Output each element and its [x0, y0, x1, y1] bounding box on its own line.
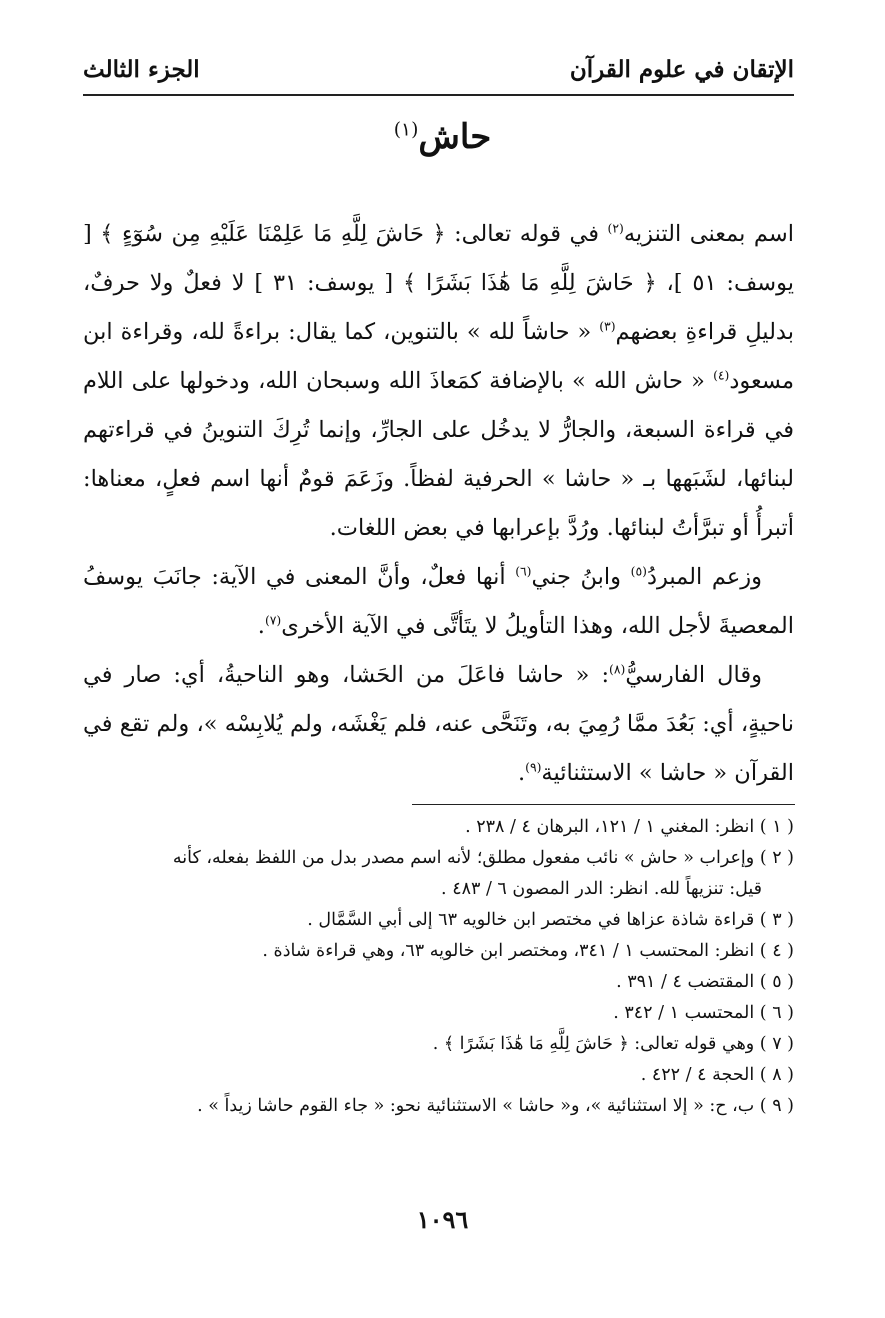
text-run: « حاشاً لله » بالتنوين، كما يقال: براءةً لله، وقراءة ابن مسعود: [83, 319, 794, 394]
text-run: أنها فعلٌ، وأنَّ المعنى في الآية: جانَبَ يوسفُ المعصيةَ لأجل الله، وهذا التأويلُ لا يتَأتَّى في الآية الأخرى: [83, 564, 794, 639]
paragraph: [83, 651, 794, 798]
body-text: [83, 210, 794, 798]
footnote: ( ٢ ) وإعراب « حاش » نائب مفعول مطلق؛ لأنه اسم مصدر بدل من اللفظ بفعله، كأنه: [172, 848, 794, 868]
text-run: وابنُ جني: [531, 564, 631, 590]
running-header: [83, 50, 794, 96]
footnote: ( ١ ) انظر: المغني ١ / ١٢١، البرهان ٤ / ٢٣٨ .: [465, 817, 794, 837]
volume-label: الجزء الثالث: [83, 56, 200, 83]
text-run: وزعم المبردُ: [646, 564, 763, 590]
footnote: ( ٩ ) ب، ح: « إلا استثنائية »، و« حاشا » الاستثنائية نحو: « جاء القوم حاشا زيداً » .: [197, 1096, 794, 1116]
footnote: ( ٣ ) قراءة شاذة عزاها في مختصر ابن خالويه ٦٣ إلى أبي السَّمَّال .: [307, 910, 794, 930]
footnote-ref: (٧): [264, 613, 282, 628]
footnote-ref: (٩): [525, 760, 542, 775]
text-run: اسم بمعنى التنزيه: [623, 221, 794, 247]
footnote-separator: [412, 804, 795, 805]
entry-title-text: حاش: [418, 117, 492, 157]
footnote: ( ٥ ) المقتضب ٤ / ٣٩١ .: [616, 972, 794, 992]
paragraph: [83, 553, 794, 651]
book-title: الإتقان في علوم القرآن: [569, 56, 794, 83]
text-run: وقال الفارسيُّ: [625, 662, 762, 688]
footnote-ref: (٢): [607, 221, 624, 236]
footnote-ref: (٦): [515, 564, 532, 579]
text-run: : « حاشا فاعَلَ من الحَشا، وهو الناحيةُ، أي: صار في ناحيةٍ، أي: بَعُدَ ممَّا رُمِيَ به، وتَنَحَّى عنه، فلم يَغْشَه، ولم يُلابِسْه »، ولم تقع في القرآن « حاشا » الاستثنائية: [83, 662, 794, 786]
footnote-continuation: قيل: تنزيهاً لله. انظر: الدر المصون ٦ / ٤٨٣ .: [441, 879, 762, 899]
text-run: « حاش الله » بالإضافة كمَعاذَ الله وسبحان الله، ودخولها على اللام في قراءة السبعة، والجارُّ لا يدخُل على الجارِّ، وإنما تُرِكَ التنوينُ في قراءتهم لبنائها، لشَبَهها بـ « حاشا » الحرفية لفظاً. وزَعَمَ قومٌ أنها اسم فعلٍ، معناها: أتبرأُ أو تبرَّأتُ لبنائها. ورُدَّ بإعرابها في بعض اللغات.: [83, 368, 794, 541]
footnote-ref: (٨): [609, 662, 626, 677]
footnotes: [83, 812, 794, 1122]
footnote: ( ٤ ) انظر: المحتسب ١ / ٣٤١، ومختصر ابن خالويه ٦٣، وهي قراءة شاذة .: [262, 941, 794, 961]
paragraph: [83, 210, 794, 553]
page-number: ١٠٩٦: [416, 1205, 469, 1234]
text-run: .: [517, 760, 526, 786]
footnote: ( ٨ ) الحجة ٤ / ٤٢٢ .: [640, 1065, 794, 1085]
footnote-ref: (١): [393, 119, 419, 141]
entry-title: [0, 117, 885, 157]
text-run: .: [257, 613, 265, 639]
footnote-ref: (٤): [713, 368, 730, 383]
footnote: ( ٧ ) وهي قوله تعالى: ﴿ حَاشَ لِلَّهِ مَا هَٰذَا بَشَرًا ﴾ .: [432, 1034, 794, 1054]
footnote: ( ٦ ) المحتسب ١ / ٣٤٢ .: [613, 1003, 794, 1023]
footnote-ref: (٥): [630, 564, 647, 579]
footnote-ref: (٣): [599, 319, 616, 334]
text-run: في قوله تعالى: ﴿ حَاشَ لِلَّهِ مَا عَلِمْنَا عَلَيْهِ مِن سُوٓءٍ ﴾ [ يوسف: ٥١ ]، ﴿ حَاشَ لِلَّهِ مَا هَٰذَا بَشَرًا ﴾ [ يوسف: ٣١ ] لا فعلٌ ولا حرفٌ، بدليلِ قراءةِ بعضهم: [83, 221, 794, 345]
